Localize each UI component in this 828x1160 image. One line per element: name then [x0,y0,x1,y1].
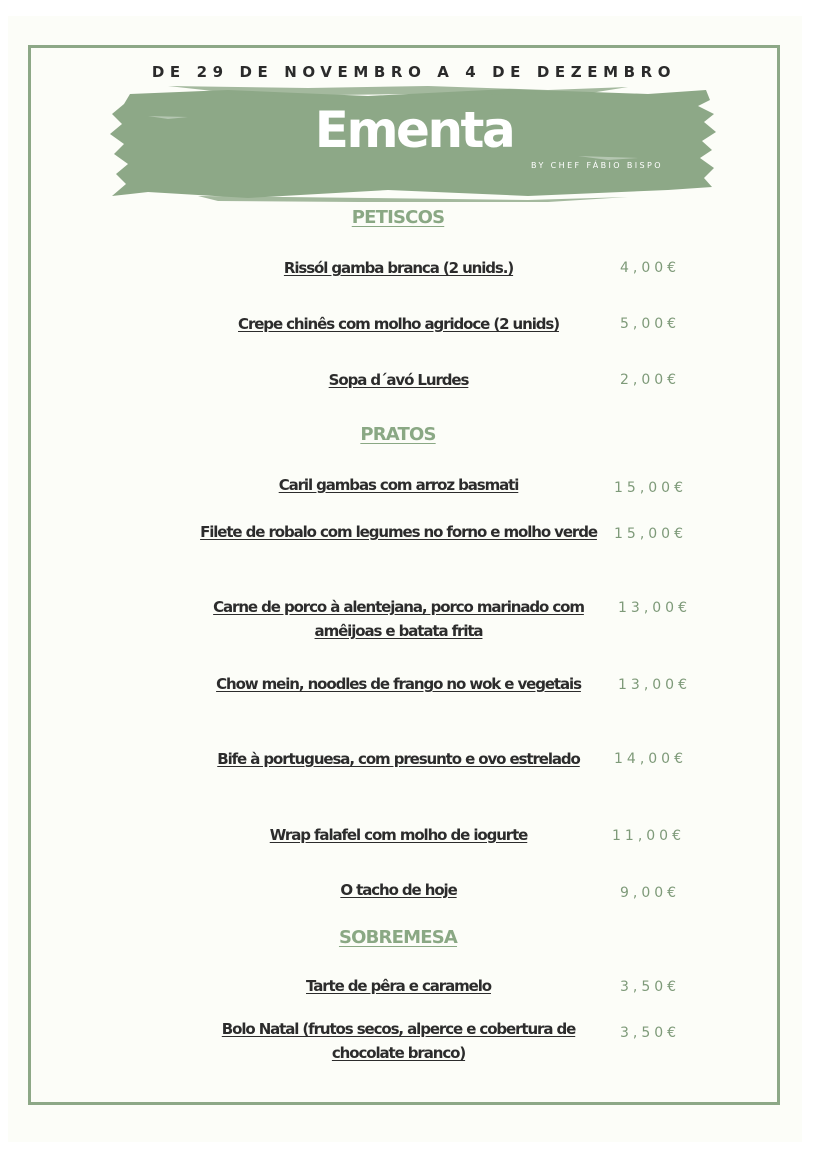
menu-item-price: 2,00€ [620,372,681,388]
section-heading-petiscos: PETISCOS [351,207,445,228]
menu-item-name: Rissól gamba branca (2 unids.) [283,259,514,277]
menu-item-price: 13,00€ [618,600,691,616]
menu-item-price: 15,00€ [614,480,687,496]
menu-item-name: Chow mein, noodles de frango no wok e vegetais [216,675,581,693]
menu-item-price: 4,00€ [620,260,681,276]
section-heading-sobremesa: SOBREMESA [338,927,458,948]
menu-item-name: Bife à portuguesa, com presunto e ovo estrelado [217,750,580,768]
menu-item-name: Bolo Natal (frutos secos, alperce e cobertura de chocolate branco) [221,1020,576,1062]
menu-item-name: Crepe chinês com molho agridoce (2 unids) [238,315,559,333]
menu-title: Ementa [314,101,514,159]
chef-byline: BY CHEF FÁBIO BISPO [531,161,663,170]
menu-item-name: O tacho de hoje [340,881,457,899]
menu-item-price: 11,00€ [612,828,685,844]
menu-item-price: 14,00€ [614,751,687,767]
menu-item-price: 3,50€ [620,1025,681,1041]
menu-item-price: 15,00€ [614,526,687,542]
menu-item-price: 5,00€ [620,316,681,332]
menu-item-name: Carne de porco à alentejana, porco marinado com amêijoas e batata frita [213,598,584,640]
menu-item-price: 3,50€ [620,979,681,995]
menu-item-name: Tarte de pêra e caramelo [306,977,491,995]
section-heading-pratos: PRATOS [360,424,436,445]
menu-item-name: Filete de robalo com legumes no forno e molho verde [200,523,597,541]
menu-item-name: Caril gambas com arroz basmati [278,476,519,494]
menu-item-name: Sopa d´avó Lurdes [328,371,469,389]
date-range: DE 29 DE NOVEMBRO A 4 DE DEZEMBRO [151,63,677,81]
menu-item-name: Wrap falafel com molho de iogurte [269,826,528,844]
menu-item-price: 13,00€ [618,677,691,693]
menu-item-price: 9,00€ [620,885,681,901]
